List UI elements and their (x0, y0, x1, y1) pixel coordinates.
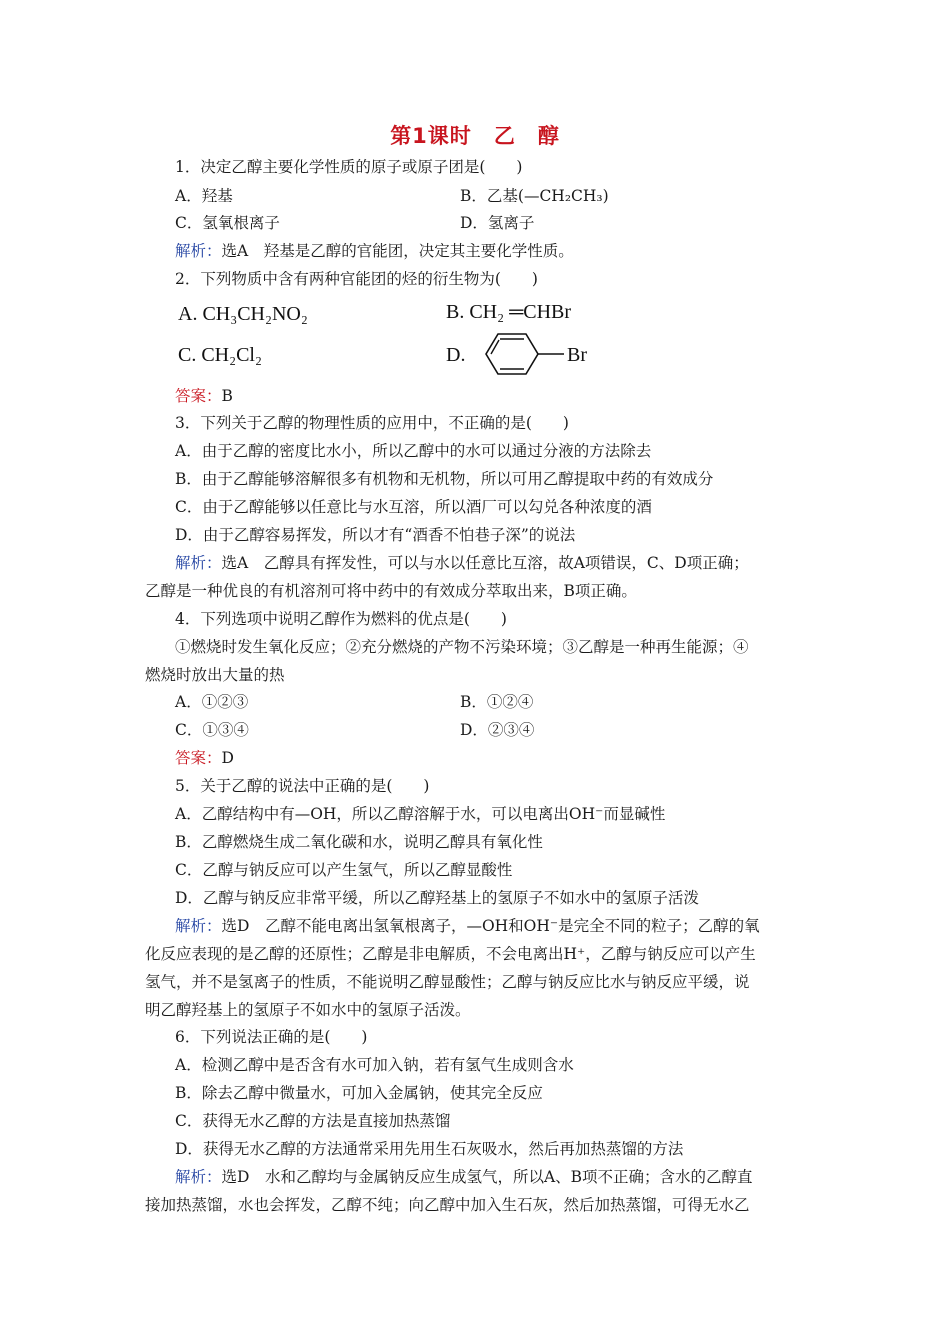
q5-analysis-line-4: 明乙醇羟基上的氢原子不如水中的氢原子活泼。 (145, 1001, 471, 1019)
q3-option-d: D．由于乙醇容易挥发，所以才有“酒香不怕巷子深”的说法 (175, 526, 576, 544)
q1-analysis (175, 241, 574, 261)
q6-analysis-line-2: 接加热蒸馏，水也会挥发，乙醇不纯；向乙醇中加入生石灰，然后加热蒸馏，可得无水乙 (145, 1196, 750, 1214)
benzene-ring-icon (478, 328, 598, 380)
q5-stem: 5．关于乙醇的说法中正确的是( ) (175, 777, 430, 795)
q3-analysis-line-1 (175, 553, 749, 573)
q4-option-c: C．①③④ (175, 721, 249, 739)
answer-label: 答案： (175, 749, 222, 767)
q4-stem: 4．下列选项中说明乙醇作为燃料的优点是( ) (175, 610, 507, 628)
q4-options-line-2: 燃烧时放出大量的热 (145, 666, 285, 684)
q2-option-b: B. CH₂ ═CHBr (446, 301, 572, 323)
q2-stem: 2．下列物质中含有两种官能团的烃的衍生物为( ) (175, 270, 538, 288)
q1-option-a: A．羟基 (175, 187, 233, 205)
title-lesson: 第1课时 (390, 124, 472, 148)
q4-option-d: D．②③④ (460, 721, 535, 739)
q5-option-b: B．乙醇燃烧生成二氧化碳和水，说明乙醇具有氧化性 (175, 833, 543, 851)
q2-option-d-label: D. (446, 344, 466, 366)
q6-option-d: D．获得无水乙醇的方法通常采用先用生石灰吸水，然后再加热蒸馏的方法 (175, 1140, 684, 1158)
q1-stem: 1．决定乙醇主要化学性质的原子或原子团是( ) (175, 158, 523, 176)
q1-option-d: D．氢离子 (460, 214, 535, 232)
q3-option-c: C．由于乙醇能够以任意比与水互溶，所以酒厂可以勾兑各种浓度的酒 (175, 498, 652, 516)
q2-answer (175, 386, 233, 406)
q4-option-b: B．①②④ (460, 693, 534, 711)
analysis-label: 解析： (175, 554, 222, 572)
analysis-text: 选D 水和乙醇均与金属钠反应生成氢气，所以A、B项不正确；含水的乙醇直 (221, 1168, 753, 1186)
analysis-label: 解析： (175, 242, 222, 260)
q5-analysis-line-1 (175, 916, 760, 936)
q6-option-c: C．获得无水乙醇的方法是直接加热蒸馏 (175, 1112, 451, 1130)
q6-analysis-line-1 (175, 1167, 753, 1187)
q3-stem: 3．下列关于乙醇的物理性质的应用中，不正确的是( ) (175, 414, 569, 432)
page-title (0, 120, 950, 150)
q4-option-a: A．①②③ (175, 693, 249, 711)
analysis-text: 选D 乙醇不能电离出氢氧根离子，—OH和OH⁻是完全不同的粒子；乙醇的氧 (221, 917, 760, 935)
answer-text: B (221, 387, 233, 405)
q2-option-d-substituent: Br (567, 344, 587, 366)
q2-option-a: A. CH₃CH₂NO₂ (178, 303, 308, 325)
q3-option-b: B．由于乙醇能够溶解很多有机物和无机物，所以可用乙醇提取中药的有效成分 (175, 470, 714, 488)
q5-option-d: D．乙醇与钠反应非常平缓，所以乙醇羟基上的氢原子不如水中的氢原子活泼 (175, 889, 699, 907)
q5-analysis-line-3: 氢气，并不是氢离子的性质，不能说明乙醇显酸性；乙醇与钠反应比水与钠反应平缓，说 (145, 973, 750, 991)
q6-option-a: A．检测乙醇中是否含有水可加入钠，若有氢气生成则含水 (175, 1056, 574, 1074)
answer-label: 答案： (175, 387, 222, 405)
analysis-text: 选A 乙醇具有挥发性，可以与水以任意比互溶，故A项错误，C、D项正确； (221, 554, 749, 572)
q1-option-c: C．氢氧根离子 (175, 214, 280, 232)
q6-stem: 6．下列说法正确的是( ) (175, 1028, 368, 1046)
q3-analysis-line-2: 乙醇是一种优良的有机溶剂可将中药中的有效成分萃取出来，B项正确。 (145, 582, 637, 600)
q6-option-b: B．除去乙醇中微量水，可加入金属钠，使其完全反应 (175, 1084, 543, 1102)
title-word-2: 醇 (537, 124, 560, 148)
q5-option-a: A．乙醇结构中有—OH，所以乙醇溶解于水，可以电离出OH⁻而显碱性 (175, 805, 666, 823)
analysis-text: 选A 羟基是乙醇的官能团，决定其主要化学性质。 (221, 242, 574, 260)
q4-options-line-1: ①燃烧时发生氧化反应；②充分燃烧的产物不污染环境；③乙醇是一种再生能源；④ (175, 638, 749, 656)
title-word-1: 乙 (493, 124, 516, 148)
analysis-label: 解析： (175, 1168, 222, 1186)
q4-answer (175, 748, 234, 768)
analysis-label: 解析： (175, 917, 222, 935)
q1-option-b: B．乙基(—CH₂CH₃) (460, 187, 609, 205)
q2-option-c: C. CH₂Cl₂ (178, 344, 262, 366)
answer-text: D (221, 749, 234, 767)
q5-option-c: C．乙醇与钠反应可以产生氢气，所以乙醇显酸性 (175, 861, 513, 879)
q3-option-a: A．由于乙醇的密度比水小，所以乙醇中的水可以通过分液的方法除去 (175, 442, 652, 460)
q5-analysis-line-2: 化反应表现的是乙醇的还原性；乙醇是非电解质，不会电离出H⁺，乙醇与钠反应可以产生 (145, 945, 756, 963)
